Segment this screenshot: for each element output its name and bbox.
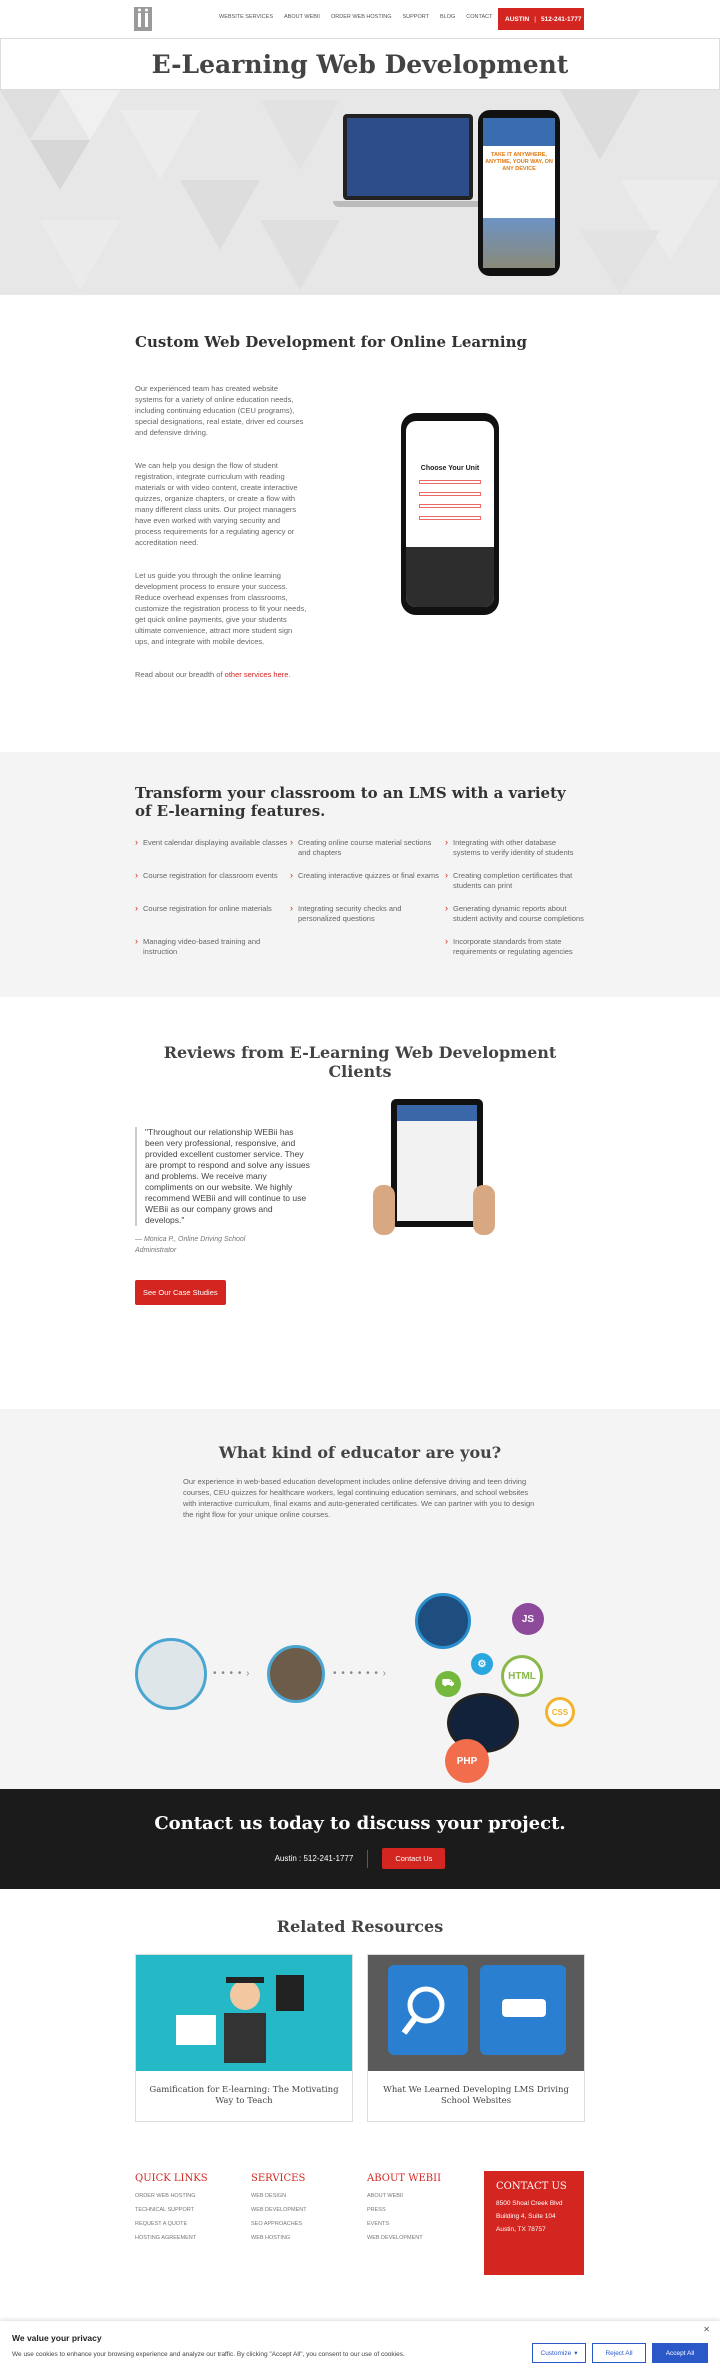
footer-link[interactable]: TECHNICAL SUPPORT	[135, 2207, 194, 2213]
resources-title: Related Resources	[276, 1917, 444, 1936]
phone-mockup	[478, 110, 560, 276]
austin-phone-button[interactable]	[498, 8, 584, 30]
footer-link[interactable]: SEO APPROACHES	[251, 2221, 303, 2227]
students-photo	[267, 1645, 325, 1703]
footer-link[interactable]: REQUEST A QUOTE	[135, 2221, 188, 2227]
resource-card-lms[interactable]	[367, 1954, 585, 2122]
austin-phone: 512-241-1777	[541, 15, 582, 23]
austin-label: AUSTIN	[505, 15, 530, 23]
p4-suffix: .	[288, 670, 291, 679]
keyboard-illustration	[368, 1955, 586, 2071]
custom-dev-p1: Our experienced team has created website systems for a variety of online education needs, including continuing education (CEU programs), special designations, real estate, driver ed courses and defensive driving.	[135, 384, 304, 437]
resources-section	[0, 1889, 720, 2151]
contact-band	[0, 1789, 720, 1889]
custom-dev-text	[135, 383, 307, 680]
feature-text: Creating interactive quizzes or final exams	[298, 871, 439, 880]
chevron-down-icon: ▾	[574, 2350, 578, 2357]
feature-empty	[290, 937, 445, 957]
nav-contact[interactable]: CONTACT	[466, 14, 493, 20]
tablet-mockup	[369, 1099, 497, 1263]
feature-text: Course registration for online materials	[143, 904, 272, 913]
cookie-customize-button[interactable]	[532, 2343, 586, 2363]
feature-item	[445, 904, 585, 924]
contact-title: CONTACT US	[496, 2181, 567, 2192]
services-title: SERVICES	[251, 2173, 306, 2184]
feature-item	[445, 871, 585, 891]
footer-contact-box	[484, 2171, 584, 2275]
feature-text: Integrating with other database systems to verify identity of students	[453, 838, 574, 857]
arrow-right-icon: • • • • • • ›	[333, 1668, 388, 1679]
chevron-right-icon: ›	[445, 936, 448, 946]
nav-support[interactable]: SUPPORT	[402, 14, 429, 20]
chevron-right-icon: ›	[445, 903, 448, 913]
custom-dev-p2: We can help you design the flow of student registration, integrate curriculum with reading materials or with video content, create interactive quizzes, organize chapters, or create a flow with many different class units. Our project managers have even worked with varying security and process requirements for a regulating agency or accreditation need.	[135, 461, 298, 547]
feature-item	[290, 871, 445, 891]
chevron-right-icon: ›	[290, 903, 293, 913]
feature-text: Course registration for classroom events	[143, 871, 278, 880]
js-badge: JS	[512, 1603, 544, 1635]
custom-dev-section	[0, 295, 720, 752]
html-badge: HTML	[501, 1655, 543, 1697]
cookie-accept-button[interactable]: Accept All	[652, 2343, 708, 2363]
footer-link[interactable]: WEB DESIGN	[251, 2193, 287, 2199]
feature-item	[135, 838, 290, 858]
features-section	[0, 752, 720, 997]
main-nav	[219, 14, 503, 20]
footer-link[interactable]: ABOUT WEBII	[367, 2193, 403, 2199]
laptop-mockup	[333, 114, 485, 216]
case-studies-button[interactable]: See Our Case Studies	[135, 1280, 226, 1305]
reviews-title: Reviews from E-Learning Web Development Clients	[163, 1043, 557, 1081]
unit-phone-mockup	[401, 413, 499, 615]
php-badge: PHP	[445, 1739, 489, 1783]
about-title: ABOUT WEBII	[367, 2173, 442, 2184]
chevron-right-icon: ›	[445, 837, 448, 847]
footer-link[interactable]: WEB DEVELOPMENT	[367, 2235, 423, 2241]
resource-card-caption: Gamification for E-learning: The Motivating Way to Teach	[149, 2085, 339, 2106]
chevron-right-icon: ›	[135, 936, 138, 946]
feature-item	[445, 838, 585, 858]
feature-item	[135, 871, 290, 891]
address-line: Building 4, Suite 104	[496, 2213, 556, 2220]
feature-item	[445, 937, 585, 957]
nav-blog[interactable]: BLOG	[439, 14, 456, 20]
css-badge: CSS	[545, 1697, 575, 1727]
feature-text: Integrating security checks and personalized questions	[298, 904, 402, 923]
educator-section	[0, 1409, 720, 1789]
other-services-link[interactable]: other services here	[224, 670, 289, 679]
feature-text: Event calendar displaying available classes	[143, 838, 288, 847]
feature-text: Managing video-based training and instruction	[143, 937, 261, 956]
graduate-illustration	[136, 1955, 354, 2071]
hero-title-box	[0, 38, 720, 90]
resource-cards	[135, 1954, 585, 2122]
feature-item	[290, 904, 445, 924]
gamification-image	[136, 1955, 352, 2071]
footer-link[interactable]: EVENTS	[367, 2221, 390, 2227]
chevron-right-icon: ›	[135, 903, 138, 913]
features-grid	[135, 838, 585, 957]
chevron-right-icon: ›	[445, 870, 448, 880]
testimonial-quote: "Throughout our relationship WEBii has been very professional, responsive, and provided excellent customer service. They are prompt to respond and solve any issues and problems. We receive many compliments on our website. We highly recommend WEBii and will continue to use WEBii as our company grows and develops."	[135, 1127, 311, 1226]
footer-link[interactable]: PRESS	[367, 2207, 386, 2213]
educator-text: Our experience in web-based education development includes online defensive driving and teen driving courses, CEU quizzes for healthcare workers, legal continuing education seminars, and school websites with interactive curriculum, final exams and auto-generated certificates. We can partner with you to design the right flow for your unique online courses.	[183, 1477, 535, 1519]
chevron-right-icon: ›	[135, 837, 138, 847]
chevron-right-icon: ›	[290, 837, 293, 847]
cookie-text: We use cookies to enhance your browsing experience and analyze our traffic. By clicking "Accept All", you consent to our use of cookies.	[12, 2351, 405, 2358]
arrow-right-icon: • • • • ›	[213, 1668, 251, 1679]
phone-unit-title: Choose Your Unit	[420, 465, 480, 472]
feature-item	[135, 904, 290, 924]
contact-band-row	[0, 1848, 720, 1869]
testimonial-author: — Monica P., Online Driving School Administrator	[135, 1236, 246, 1254]
phone-tagline: TAKE IT ANYWHERE, ANYTIME, YOUR WAY, ON ANY DEVICE	[485, 152, 553, 173]
resource-card-gamification[interactable]	[135, 1954, 353, 2122]
webii-logo[interactable]	[132, 4, 154, 32]
feature-item	[135, 937, 290, 957]
custom-dev-title: Custom Web Development for Online Learning	[135, 333, 527, 351]
footer-link[interactable]: WEB DEVELOPMENT	[251, 2207, 307, 2213]
footer-quick-links	[135, 2173, 208, 2249]
feature-text: Creating completion certificates that students can print	[453, 871, 573, 890]
site-header	[0, 0, 720, 38]
austin-divider: |	[534, 15, 537, 23]
footer-services	[251, 2173, 307, 2249]
feature-text: Generating dynamic reports about student activity and course completions	[453, 904, 584, 923]
address-line: Austin, TX 78757	[496, 2226, 546, 2233]
contact-band-title: Contact us today to discuss your project.	[154, 1813, 566, 1834]
chevron-right-icon: ›	[135, 870, 138, 880]
feature-text: Incorporate standards from state requirements or regulating agencies	[453, 937, 573, 956]
p4-prefix: Read about our breadth of	[135, 670, 225, 679]
cart-icon: ⛟	[435, 1671, 461, 1697]
teacher-photo	[135, 1638, 207, 1710]
contact-us-button[interactable]: Contact Us	[382, 1848, 445, 1869]
feature-text: Creating online course material sections and chapters	[298, 838, 432, 857]
custom-dev-p3: Let us guide you through the online learning development process to ensure your success. Reduce overhead expenses from classrooms, customize the registration process to fit your needs, get quick online payments, give your students ultimate convenience, attract more student sign ups, and integrate with mobile devices.	[135, 571, 307, 646]
chevron-right-icon: ›	[290, 870, 293, 880]
resource-card-caption: What We Learned Developing LMS Driving School Websites	[383, 2085, 569, 2106]
feature-item	[290, 838, 445, 858]
nav-about[interactable]: ABOUT WEBII	[284, 14, 320, 20]
features-title: Transform your classroom to an LMS with a variety of E-learning features.	[135, 784, 566, 820]
nav-website-services[interactable]: WEBSITE SERVICES	[219, 14, 273, 20]
cookie-banner	[0, 2321, 720, 2373]
customize-label: Customize	[540, 2349, 572, 2357]
quick-links-title: QUICK LINKS	[135, 2173, 208, 2184]
keyboard-image	[368, 1955, 584, 2071]
reviews-section	[0, 997, 720, 1409]
contact-band-divider	[367, 1850, 368, 1868]
footer-about	[367, 2173, 441, 2249]
contact-band-phone[interactable]: Austin : 512-241-1777	[274, 1854, 354, 1863]
custom-dev-p4	[135, 669, 307, 680]
site-footer	[0, 2151, 720, 2275]
page-title: E-Learning Web Development	[151, 49, 569, 79]
nav-order-hosting[interactable]: ORDER WEB HOSTING	[330, 14, 392, 20]
cookie-reject-button[interactable]: Reject All	[592, 2343, 646, 2363]
hero-banner	[0, 90, 720, 295]
address-line: 8500 Shoal Creek Blvd	[496, 2200, 563, 2207]
footer-link[interactable]: ORDER WEB HOSTING	[135, 2193, 196, 2199]
cookie-title: We value your privacy	[12, 2333, 102, 2343]
registration-screen	[415, 1593, 471, 1649]
educator-title: What kind of educator are you?	[218, 1443, 502, 1462]
close-icon[interactable]: ✕	[703, 2325, 710, 2334]
gear-icon: ⚙	[471, 1653, 493, 1675]
footer-link[interactable]: WEB HOSTING	[251, 2235, 291, 2241]
footer-link[interactable]: HOSTING AGREEMENT	[135, 2235, 197, 2241]
